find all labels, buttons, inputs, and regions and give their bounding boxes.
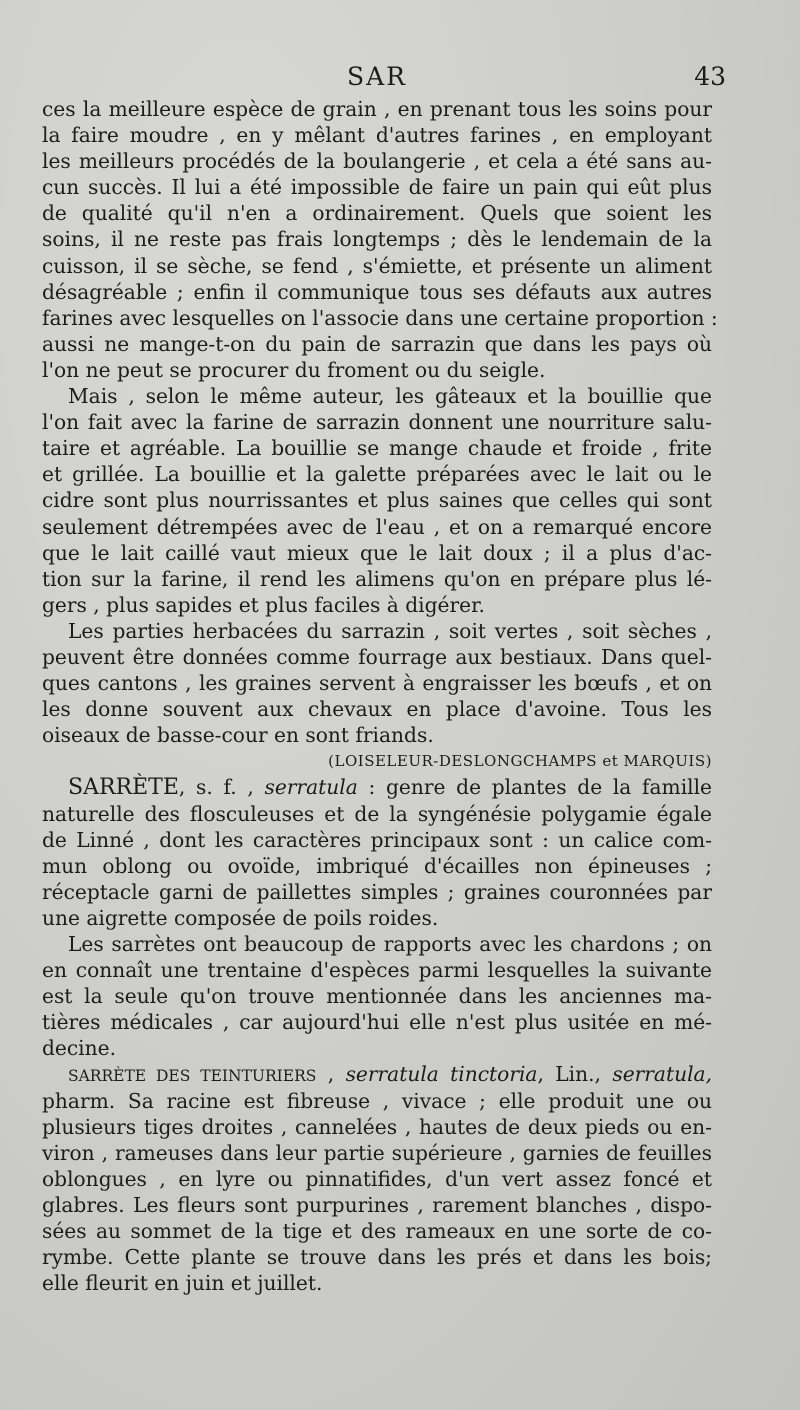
text-line: cuisson, il se sèche, se fend , s'émiette, et présente un aliment — [42, 253, 712, 278]
paragraph-3 — [42, 618, 712, 748]
text-line: farines avec lesquelles on l'associe dans une certaine proportion : — [42, 305, 718, 330]
running-title: SAR — [346, 62, 407, 91]
text-line: que le lait caillé vaut mieux que le lait doux ; il a plus d'ac- — [42, 540, 712, 565]
text-line: Mais , selon le même auteur, les gâteaux et la bouillie que — [68, 384, 712, 409]
text-line: est la seule qu'on trouve mentionnée dans les anciennes ma- — [42, 984, 712, 1009]
text-line: rymbe. Cette plante se trouve dans les prés et dans les bois; — [42, 1245, 712, 1270]
text-line: aussi ne mange-t-on du pain de sarrazin que dans les pays où — [42, 331, 712, 356]
paragraph-1 — [42, 96, 718, 383]
text-line: les meilleurs procédés de la boulangerie , et cela a été sans au- — [42, 149, 712, 174]
text-line: de qualité qu'il n'en a ordinairement. Quels que soient les — [42, 201, 712, 226]
text-line: cidre sont plus nourrissantes et plus saines que celles qui sont — [42, 488, 712, 513]
entry-first-line — [42, 774, 712, 800]
text-line: soins, il ne reste pas frais longtemps ; dès le lendemain de la — [42, 227, 712, 252]
page-header — [42, 62, 726, 96]
entry-grammar: , s. f. , — [178, 775, 254, 800]
entry-sarrete-teinturiers — [42, 1061, 712, 1296]
text-line: de Linné , dont les caractères principaux sont : un calice com- — [42, 827, 712, 852]
text-line: seulement détrempées avec de l'eau , et on a remarqué encore — [42, 514, 712, 539]
text-line: ques cantons , les graines servent à engraisser les bœufs , et on — [42, 671, 712, 696]
text-line: decine. — [42, 1036, 116, 1061]
text-line: taire et agréable. La bouillie se mange chaude et froide , frite — [42, 436, 712, 461]
text-line: cun succès. Il lui a été impossible de faire un pain qui eût plus — [42, 175, 712, 200]
text-line: oiseaux de basse-cour en sont friands. — [42, 723, 434, 748]
text-line: une aigrette composée de poils roides. — [42, 905, 439, 930]
entry-sarrete — [42, 774, 712, 931]
document-page — [42, 62, 726, 1296]
text-line: Les parties herbacées du sarrazin , soit vertes , soit sèches , — [68, 618, 712, 643]
text-line: en connaît une trentaine d'espèces parmi lesquelles la suivante — [42, 958, 712, 983]
text-line: tières médicales , car aujourd'hui elle n'est plus usitée en mé- — [42, 1010, 712, 1035]
text-line: pharm. Sa racine est fibreuse , vivace ; elle produit une ou — [42, 1088, 712, 1113]
text-line: elle fleurit en juin et juillet. — [42, 1271, 323, 1296]
text-line: peuvent être données comme fourrage aux bestiaux. Dans quel- — [42, 644, 712, 669]
entry-latin-name: serratula — [264, 775, 358, 800]
text-line: oblongues , en lyre ou pinnatifides, d'un vert assez foncé et — [42, 1166, 712, 1191]
species-sep: , — [316, 1062, 346, 1087]
paragraph-2 — [42, 383, 712, 618]
text-line: la faire moudre , en y mêlant d'autres farines , en employant — [42, 123, 712, 148]
text-line: l'on ne peut se procurer du froment ou du seigle. — [42, 357, 546, 382]
species-first-line — [42, 1061, 712, 1087]
page-number: 43 — [694, 62, 726, 91]
species-name: SARRÈTE DES TEINTURIERS — [68, 1067, 317, 1086]
entry-headword: SARRÈTE — [68, 775, 179, 801]
entry-first-rest: : genre de plantes de la famille — [357, 775, 713, 800]
author-signature: (LOISELEUR-DESLONGCHAMPS et MARQUIS) — [328, 752, 712, 771]
text-line: naturelle des flosculeuses et de la syngénésie polygamie égale — [42, 801, 712, 826]
text-line: et grillée. La bouillie et la galette préparées avec le lait ou le — [42, 462, 712, 487]
species-authority: , Lin., — [537, 1062, 613, 1087]
text-line: mun oblong ou ovoïde, imbriqué d'écailles non épineuses ; — [42, 853, 712, 878]
species-latin-name: serratula tinctoria — [345, 1062, 538, 1087]
text-line: plusieurs tiges droites , cannelées , hautes de deux pieds ou en- — [42, 1114, 712, 1139]
text-line: les donne souvent aux chevaux en place d'avoine. Tous les — [42, 697, 712, 722]
text-line: ces la meilleure espèce de grain , en prenant tous les soins pour — [42, 97, 712, 121]
species-pharm-name: serratula, — [612, 1062, 712, 1087]
text-line: gers , plus sapides et plus faciles à digérer. — [42, 592, 485, 617]
text-line: réceptacle garni de paillettes simples ; graines couronnées par — [42, 879, 712, 904]
paragraph-4 — [42, 931, 712, 1061]
text-line: tion sur la farine, il rend les alimens qu'on en prépare plus lé- — [42, 566, 712, 591]
text-line: sées au sommet de la tige et des rameaux en une sorte de co- — [42, 1219, 712, 1244]
text-line: viron , rameuses dans leur partie supérieure , garnies de feuilles — [42, 1140, 712, 1165]
text-line: désagréable ; enfin il communique tous ses défauts aux autres — [42, 279, 712, 304]
text-line: glabres. Les fleurs sont purpurines , rarement blanches , dispo- — [42, 1192, 712, 1217]
text-line: Les sarrètes ont beaucoup de rapports avec les chardons ; on — [68, 932, 712, 956]
text-line: l'on fait avec la farine de sarrazin donnent une nourriture salu- — [42, 410, 712, 435]
